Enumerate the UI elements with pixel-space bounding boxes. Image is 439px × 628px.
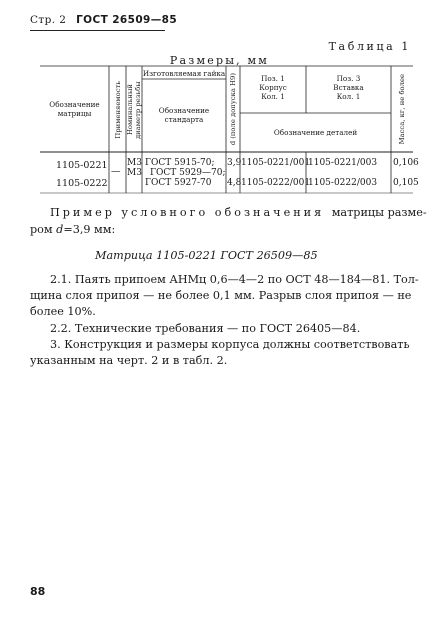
table-cell-standard: ГОСТ 5927-70 bbox=[145, 178, 212, 188]
table-cell-pos3: 1105-0221/003 bbox=[308, 158, 378, 168]
paragraph-2-1-line-3: более 10%. bbox=[30, 305, 96, 318]
col-pos1-header: Поз. 1 Корпус Кол. 1 bbox=[259, 74, 287, 101]
table-cell-applicability: — bbox=[111, 166, 121, 177]
col-d-header: d (поле допуска H9) bbox=[229, 73, 237, 146]
example-line-1: Пример условного обозначения матрицы разме- bbox=[50, 206, 427, 219]
col-parts-header: Обозначение деталей bbox=[273, 128, 358, 137]
example-designation: Матрица 1105-0221 ГОСТ 26509—85 bbox=[95, 249, 318, 262]
example-line-2: ром d=3,9 мм: bbox=[30, 223, 116, 236]
table-cell-mass: 0,106 bbox=[393, 158, 419, 168]
table-cell-d: 4,8 bbox=[227, 178, 242, 188]
paragraph-2-1-line-1: 2.1. Паять припоем АНМц 0,6—4—2 по ОСТ 48—184—81. Тол- bbox=[50, 273, 419, 286]
col-thread-header: Номинальный диаметр резьбы bbox=[126, 80, 142, 139]
table-cell-thread: M3 bbox=[127, 158, 142, 168]
table-cell-pos3: 1105-0222/003 bbox=[308, 178, 378, 188]
table-caption: Таблица 1 bbox=[328, 40, 411, 53]
table-cell-d: 3,9 bbox=[227, 158, 242, 168]
sizes-label: Размеры, мм bbox=[169, 54, 270, 67]
table-cell-pos1: 1105-0221/001 bbox=[241, 158, 311, 168]
page-number: 88 bbox=[30, 585, 46, 598]
col-applicability-header: Применяемость bbox=[113, 80, 122, 139]
col-mass-header: Масса, кг, не более bbox=[398, 74, 406, 145]
table-cell-designation: 1105-0222 bbox=[56, 178, 108, 189]
paragraph-2-2: 2.2. Технические требования — по ГОСТ 26405—84. bbox=[50, 322, 361, 335]
table-cell-pos1: 1105-0222/001 bbox=[241, 178, 311, 188]
paragraph-3-line-1: 3. Конструкция и размеры корпуса должны соответствовать bbox=[50, 338, 410, 351]
table-cell-standard: ГОСТ 5929—70; bbox=[150, 168, 226, 178]
standard-code: ГОСТ 26509—85 bbox=[76, 14, 178, 26]
col-nut-standard-header: Обозначение стандарта bbox=[158, 106, 210, 124]
col-pos3-header: Поз. 3 Вставка Кол. 1 bbox=[333, 74, 364, 101]
table-cell-mass: 0,105 bbox=[393, 178, 419, 188]
table-cell-standard: ГОСТ 5915-70; bbox=[145, 158, 215, 168]
col-nut-group-header: Изготовляемая гайка bbox=[142, 69, 226, 78]
col-designation-header: Обозначение матрицы bbox=[49, 100, 100, 118]
table-cell-thread: M3 bbox=[127, 168, 142, 178]
paragraph-2-1-line-2: щина слоя припоя — не более 0,1 мм. Разрыв слоя припоя — не bbox=[30, 289, 412, 302]
table-cell-designation: 1105-0221 bbox=[56, 160, 108, 171]
page-label: Стр. 2 bbox=[30, 14, 67, 26]
paragraph-3-line-2: указанным на черт. 2 и в табл. 2. bbox=[30, 354, 228, 367]
